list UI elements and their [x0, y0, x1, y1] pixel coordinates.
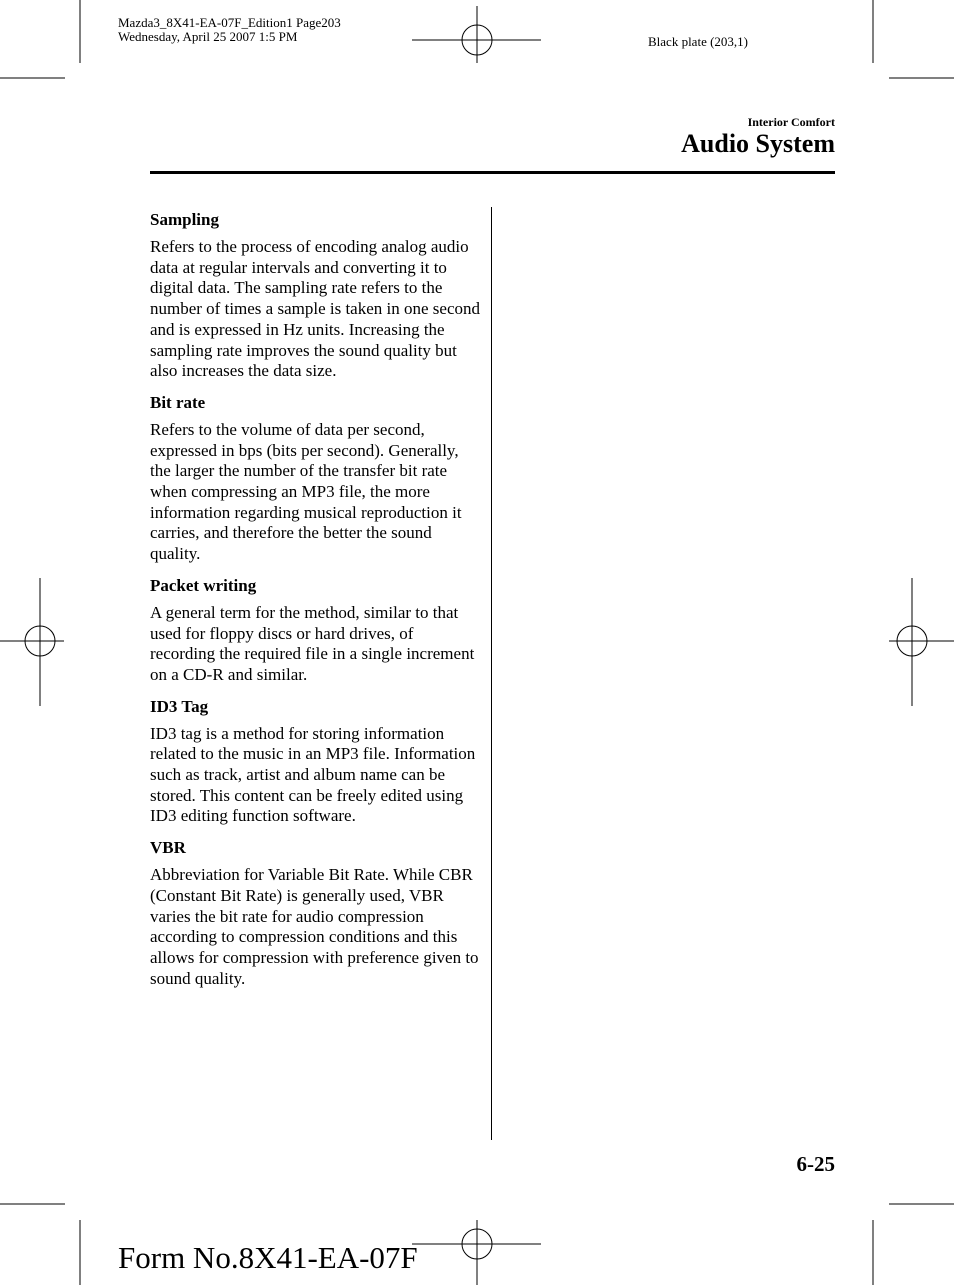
print-file-line: Mazda3_8X41-EA-07F_Edition1 Page203	[118, 15, 341, 30]
glossary-column	[150, 209, 480, 999]
term-heading: VBR	[150, 838, 186, 858]
column-divider	[491, 207, 492, 1140]
glossary-entry-sampling	[150, 209, 480, 382]
term-heading: ID3 Tag	[150, 696, 209, 716]
print-info	[118, 16, 341, 44]
print-date-line: Wednesday, April 25 2007 1:5 PM	[118, 29, 298, 44]
term-description: Refers to the volume of data per second, expressed in bps (bits per second). Generally, the larger the number of the transfer bit rate when compressing an MP3 file, the more information regarding musical reproduction it carries, and therefore the better the sound quality.	[150, 419, 462, 564]
glossary-entry-bit-rate	[150, 392, 480, 565]
registration-target-right	[889, 578, 954, 706]
term-description: ID3 tag is a method for storing information related to the music in an MP3 file. Information such as track, artist and album name can be stored. This content can be freely edited using ID3 editing function software.	[150, 723, 476, 826]
glossary-entry-packet-writing	[150, 575, 480, 686]
section-label: Interior Comfort	[747, 115, 835, 129]
page-title: Audio System	[681, 129, 835, 158]
registration-target-top	[412, 6, 541, 63]
term-description: Abbreviation for Variable Bit Rate. While CBR (Constant Bit Rate) is generally used, VBR varies the bit rate for audio compression according to compression conditions and this allows for compression with preference given to sound quality.	[150, 865, 479, 988]
plate-label: Black plate (203,1)	[648, 34, 748, 49]
glossary-entry-id3-tag	[150, 696, 480, 828]
form-number: Form No.8X41-EA-07F	[118, 1240, 418, 1275]
title-rule	[150, 171, 835, 174]
term-description: Refers to the process of encoding analog audio data at regular intervals and converting it to digital data. The sampling rate refers to the number of times a sample is taken in one second and is expressed in Hz units. Increasing the sampling rate improves the sound quality but also increases the data size.	[150, 237, 480, 381]
term-heading: Sampling	[150, 210, 219, 229]
registration-target-bottom	[412, 1220, 541, 1285]
term-heading: Packet writing	[150, 575, 257, 595]
term-description: A general term for the method, similar to that used for floppy discs or hard drives, of recording the required file in a single increment on a CD-R and similar.	[150, 602, 475, 684]
glossary-entry-vbr	[150, 837, 480, 989]
registration-target-left	[0, 578, 64, 706]
term-heading: Bit rate	[150, 392, 206, 412]
page-number: 6-25	[796, 1152, 835, 1176]
